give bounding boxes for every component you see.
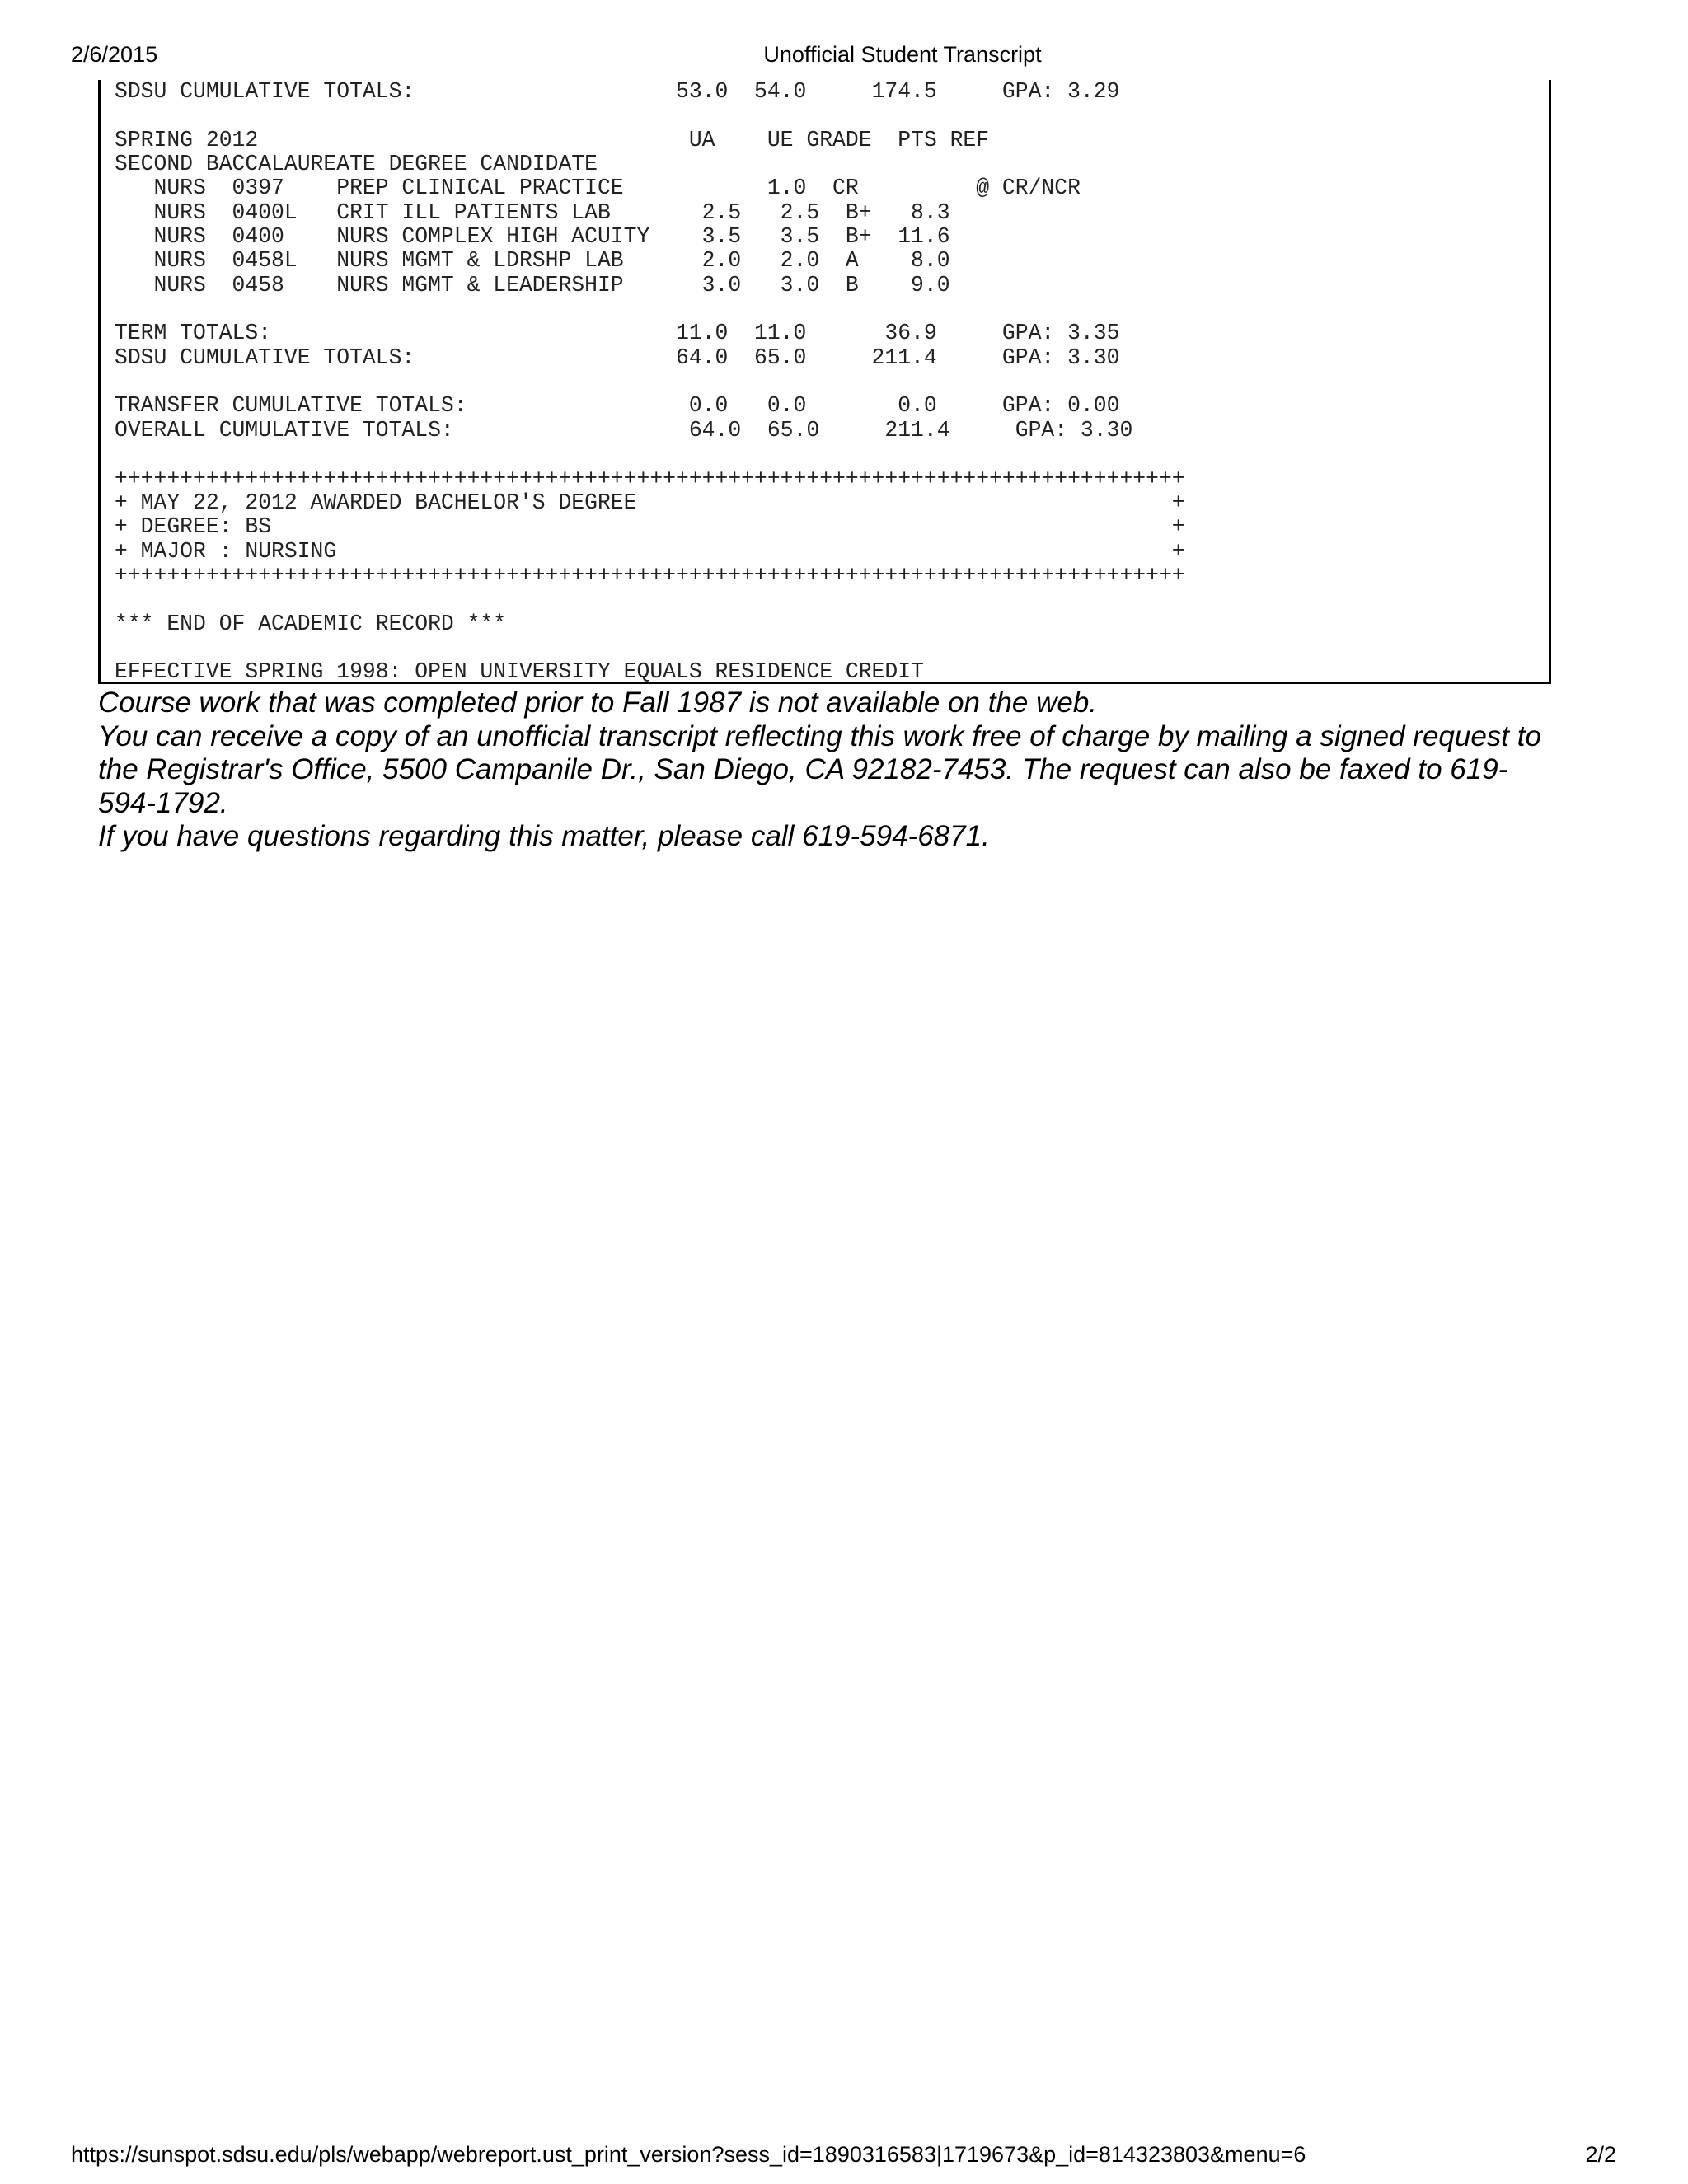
record-line: OVERALL CUMULATIVE TOTALS: 64.0 65.0 211.4 GPA: 3.30	[115, 417, 1133, 443]
record-line: EFFECTIVE SPRING 1998: OPEN UNIVERSITY EQUALS RESIDENCE CREDIT	[115, 659, 924, 685]
record-line: SPRING 2012 UA UE GRADE PTS REF	[115, 127, 990, 152]
academic-record-text	[115, 80, 1185, 685]
record-line: SDSU CUMULATIVE TOTALS: 53.0 54.0 174.5 GPA: 3.29	[115, 79, 1120, 104]
transcript-notes	[98, 687, 1557, 854]
record-line: *** END OF ACADEMIC RECORD ***	[115, 611, 507, 636]
print-date: 2/6/2015	[71, 42, 158, 67]
record-line: TRANSFER CUMULATIVE TOTALS: 0.0 0.0 0.0 GPA: 0.00	[115, 393, 1120, 419]
record-line: NURS 0400L CRIT ILL PATIENTS LAB 2.5 2.5 B+ 8.3	[115, 199, 950, 225]
record-line: + MAJOR : NURSING +	[115, 538, 1185, 564]
footer-url: https://sunspot.sdsu.edu/pls/webapp/webreport.ust_print_version?sess_id=1890316583|1719673&p_id=814323803&menu=6	[71, 2142, 1306, 2167]
record-line: + DEGREE: BS +	[115, 514, 1185, 540]
record-line: TERM TOTALS: 11.0 11.0 36.9 GPA: 3.35	[115, 321, 1120, 346]
record-line: NURS 0458 NURS MGMT & LEADERSHIP 3.0 3.0 B 9.0	[115, 272, 950, 298]
note-contact: If you have questions regarding this matter, please call 619-594-6871.	[98, 820, 990, 852]
record-line: ++++++++++++++++++++++++++++++++++++++++++++++++++++++++++++++++++++++++++++++++++	[115, 562, 1185, 588]
record-line: NURS 0400 NURS COMPLEX HIGH ACUITY 3.5 3.5 B+ 11.6	[115, 224, 950, 250]
academic-record-box	[98, 80, 1551, 684]
record-line: SECOND BACCALAUREATE DEGREE CANDIDATE	[115, 152, 598, 177]
record-line: NURS 0397 PREP CLINICAL PRACTICE 1.0 CR @ CR/NCR	[115, 176, 1081, 201]
record-line: SDSU CUMULATIVE TOTALS: 64.0 65.0 211.4 GPA: 3.30	[115, 344, 1120, 370]
record-line: NURS 0458L NURS MGMT & LDRSHP LAB 2.0 2.0 A 8.0	[115, 248, 950, 274]
record-line: ++++++++++++++++++++++++++++++++++++++++++++++++++++++++++++++++++++++++++++++++++	[115, 466, 1185, 491]
page-number: 2/2	[1585, 2142, 1616, 2167]
page-title: Unofficial Student Transcript	[763, 42, 1042, 67]
note-request-copy: You can receive a copy of an unofficial transcript reflecting this work free of charge by mailing a signed request to the Registrar's Office, 5500 Campanile Dr., San Diego, CA 92182-7453. The request can also be faxed to 619-594-1792.	[98, 719, 1541, 819]
record-line: + MAY 22, 2012 AWARDED BACHELOR'S DEGREE +	[115, 490, 1185, 515]
note-availability: Course work that was completed prior to Fall 1987 is not available on the web.	[98, 687, 1098, 719]
